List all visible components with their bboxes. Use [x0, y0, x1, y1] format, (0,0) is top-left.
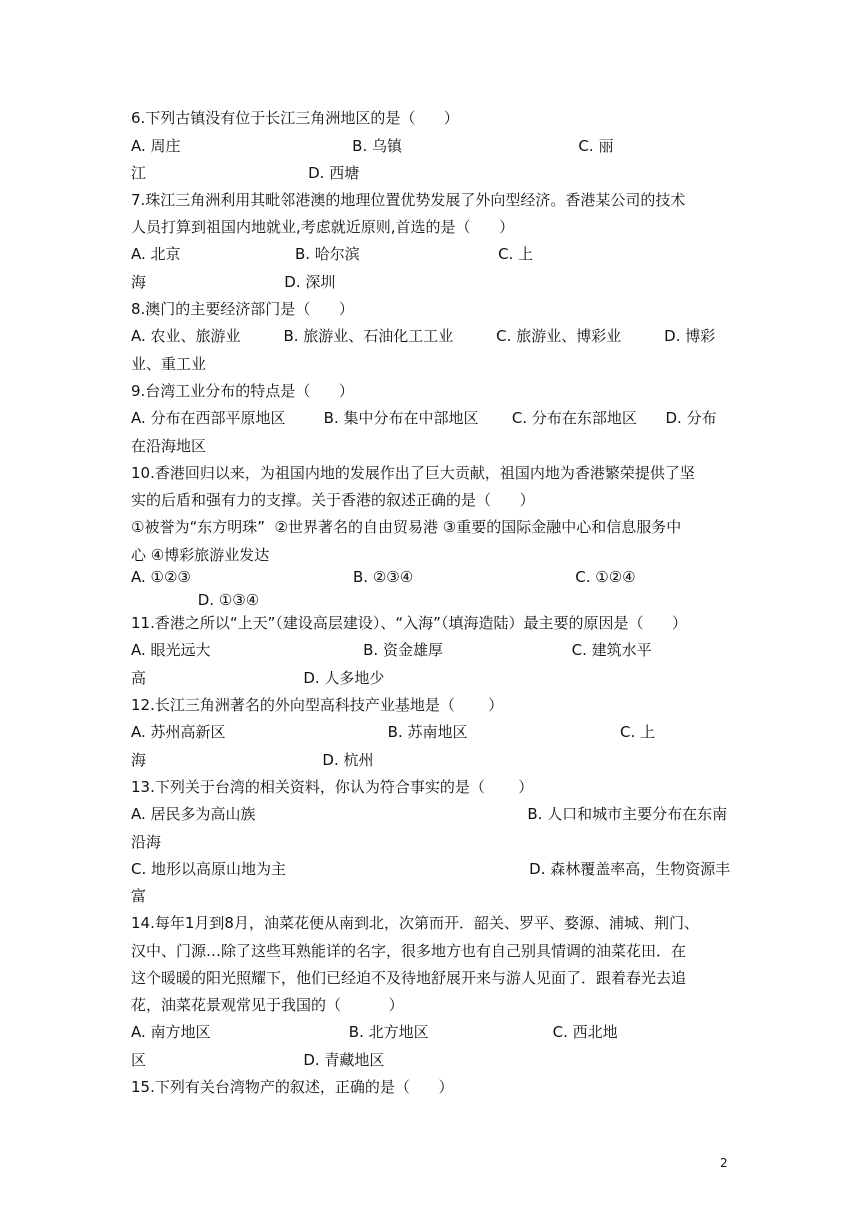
q10-options-line-2: D. ①③④: [131, 591, 260, 609]
q14-stem-line-1: 14.每年1月到8月，油菜花便从南到北，次第而开．韶关、罗平、婺源、浦城、荆门、: [131, 914, 699, 932]
q9-options-line-2: 在沿海地区: [131, 437, 207, 455]
q13-options-line-1: A. 居民多为高山族 B. 人口和城市主要分布在东南: [131, 805, 728, 823]
q14-options-line-2: 区 D. 青藏地区: [131, 1051, 385, 1069]
q11-options-line-1: A. 眼光远大 B. 资金雄厚 C. 建筑水平: [131, 641, 652, 659]
q12-options-line-1: A. 苏州高新区 B. 苏南地区 C. 上: [131, 723, 656, 741]
q11-options-line-2: 高 D. 人多地少: [131, 669, 385, 687]
q12-stem: 12.长江三角洲著名的外向型高科技产业基地是（ ）: [131, 696, 504, 714]
q12-options-line-2: 海 D. 杭州: [131, 751, 374, 769]
q8-stem: 8.澳门的主要经济部门是（ ）: [131, 300, 354, 318]
q15-stem: 15.下列有关台湾物产的叙述，正确的是（ ）: [131, 1078, 454, 1096]
q10-statements-line-2: 心 ④博彩旅游业发达: [131, 546, 270, 564]
q14-stem-line-2: 汉中、门源…除了这些耳熟能详的名字，很多地方也有自己别具情调的油菜花田．在: [131, 942, 687, 960]
q7-options-line-2: 海 D. 深圳: [131, 273, 336, 291]
q6-options-line-1: A. 周庄 B. 乌镇 C. 丽: [131, 137, 614, 155]
q10-statements-line-1: ①被誉为“东方明珠” ②世界著名的自由贸易港 ③重要的国际金融中心和信息服务中: [131, 518, 682, 536]
q14-stem-line-4: 花，油菜花景观常见于我国的（ ）: [131, 996, 404, 1014]
q8-options-line-1: A. 农业、旅游业 B. 旅游业、石油化工工业 C. 旅游业、博彩业 D. 博彩: [131, 327, 716, 345]
q10-options-line-1: A. ①②③ B. ②③④ C. ①②④: [131, 568, 636, 586]
q13-options-line-4: 富: [131, 887, 147, 905]
q14-options-line-1: A. 南方地区 B. 北方地区 C. 西北地: [131, 1023, 618, 1041]
q9-stem: 9.台湾工业分布的特点是（ ）: [131, 382, 354, 400]
q13-options-line-2: 沿海: [131, 833, 162, 851]
q7-options-line-1: A. 北京 B. 哈尔滨 C. 上: [131, 245, 534, 263]
q10-stem-line-2: 实的后盾和强有力的支撑。关于香港的叙述正确的是（ ）: [131, 491, 535, 509]
q11-stem: 11.香港之所以“上天”（建设高层建设）、“入海”（填海造陆）最主要的原因是（ ）: [131, 614, 688, 632]
q8-options-line-2: 业、重工业: [131, 355, 207, 373]
q7-stem-line-1: 7.珠江三角洲利用其毗邻港澳的地理位置优势发展了外向型经济。香港某公司的技术: [131, 191, 686, 209]
page-number: 2: [720, 1156, 728, 1170]
q13-options-line-3: C. 地形以高原山地为主 D. 森林覆盖率高，生物资源丰: [131, 860, 731, 878]
q10-stem-line-1: 10.香港回归以来，为祖国内地的发展作出了巨大贡献，祖国内地为香港繁荣提供了坚: [131, 464, 695, 482]
q14-stem-line-3: 这个暖暖的阳光照耀下，他们已经迫不及待地舒展开来与游人见面了．跟着春光去追: [131, 969, 687, 987]
q9-options-line-1: A. 分布在西部平原地区 B. 集中分布在中部地区 C. 分布在东部地区 D. 分布: [131, 409, 717, 427]
q6-options-line-2: 江 D. 西塘: [131, 164, 360, 182]
q7-stem-line-2: 人员打算到祖国内地就业,考虑就近原则,首选的是（ ）: [131, 218, 515, 236]
q6-stem: 6.下列古镇没有位于长江三角洲地区的是（ ）: [131, 109, 459, 127]
q13-stem: 13.下列关于台湾的相关资料，你认为符合事实的是（ ）: [131, 778, 534, 796]
